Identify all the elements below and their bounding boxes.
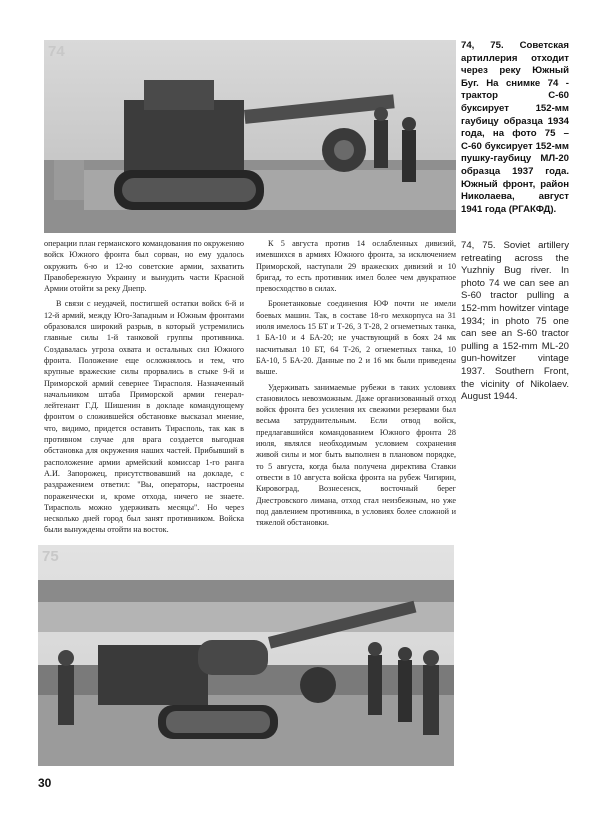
paragraph: В связи с неудачей, постигшей остатки войск 6-й и 12-й армий, между Юго-Западным и Южным фронтами образовался широкий разрыв, в который устремились главные силы 1-й танковой группы противника. Создавалась угроза охвата и остальных сил Южного фронта. Положение еще осложнялось и тем, что крупные вражеские силы прорвались в стыке 9-й и Приморской армий севернее Тирасполя. Назначенный начальником штаба Приморской армии генерал-лейтенант Г.Д. Шишенин в докладе командующему фронтом о сложившейся обстановке высказал мнение, что, видимо, придется оставить Тирасполь, так как в противном случае для врага создается выгодная обстановка для окружения наших частей. Прибывший в расположение армии армейский комиссар 1-го ранга А.И. Запорожец, присутствовавший на докладе, с раздражением ответил: "Вы, операторы, настроены пораженчески и, кроме отхода, ничего не знаете. Тирасполь можно удерживать месяцы". Но через несколько дней город был занят противником. Войска были вынуждены отойти на восток. — [44, 299, 244, 535]
photo-74-image — [44, 40, 456, 233]
photo-75-image — [38, 545, 454, 766]
paragraph: Удерживать занимаемые рубежи в таких условиях становилось невозможным. Даже организованный отход войск фронта без усиления их свежими резервами был весьма затруднительным. Если отвод войск, предлагавшийся командованием Южного фронта 28 июля, являлся необходимым условием сохранения живой силы и мог быть выполнен в плановом порядке, то 5 августа, когда была получена директива Ставки отвести в 10 августа войска фронта на рубеж Чигирин, Кировоград, Вознесенск, восточный берег Днестровского лимана, отход стал неизбежным, но уже под давлением противника, в условиях более сложной и тяжелой обстановки. — [256, 382, 456, 528]
paragraph: К 5 августа против 14 ослабленных дивизий, имевшихся в армиях Южного фронта, за исключением Приморской, наступали 29 вражеских дивизий и 10 бригад, то есть противник имел более чем двукратное превосходство в силах. — [256, 239, 456, 294]
page-number: 30 — [38, 776, 52, 790]
photo-74 — [44, 40, 456, 233]
photo-75 — [38, 545, 454, 766]
caption-english: 74, 75. Soviet artillery retreating across the Yuzhniy Bug river. In photo 74 we can see an S-60 tractor pulling a 152-mm howitzer vintage 1934; in photo 75 one can see an S-60 tractor pulling a 152-mm ML-20 gun-howitzer vintage 1937. Southern Front, the vicinity of Nikolaev. August 1944. — [461, 240, 569, 403]
paragraph: Бронетанковые соединения ЮФ почти не имели боевых машин. Так, в составе 18-го мехкорпуса на 31 июля имелось 15 БТ и Т-26, 3 Т-28, 2 огнеметных танка, 1 БА-10 и 4 БА-20; не участвующий в боях 24 мк насчитывал 10 БТ, 64 Т-26, 2 огнеметных танка, 10 БА-10, 5 БА-20. Данные по 2 и 16 мк были приведены выше. — [256, 299, 456, 377]
text-column-left — [44, 238, 244, 540]
caption-russian: 74, 75. Советская артиллерия отходит через реку Южный Буг. На снимке 74 - трактор С-60 буксирует 152-мм гаубицу образца 1934 года, на фото 75 – С-60 буксирует 152-мм пушку-гаубицу МЛ-20 образца 1937 года. Южный фронт, район Николаева, август 1941 года (РГАКФД). — [461, 40, 569, 215]
text-column-right — [256, 238, 456, 532]
photo-number: 75 — [42, 548, 59, 565]
paragraph: операции план германского командования по окружению войск Южного фронта был сорван, но ему удалось окружить 6-ю и 12-ю советские армии, захватить Правобережную Украину и вынудить части Красной Армии отойти за реку Днепр. — [44, 239, 244, 294]
photo-number: 74 — [48, 43, 65, 60]
